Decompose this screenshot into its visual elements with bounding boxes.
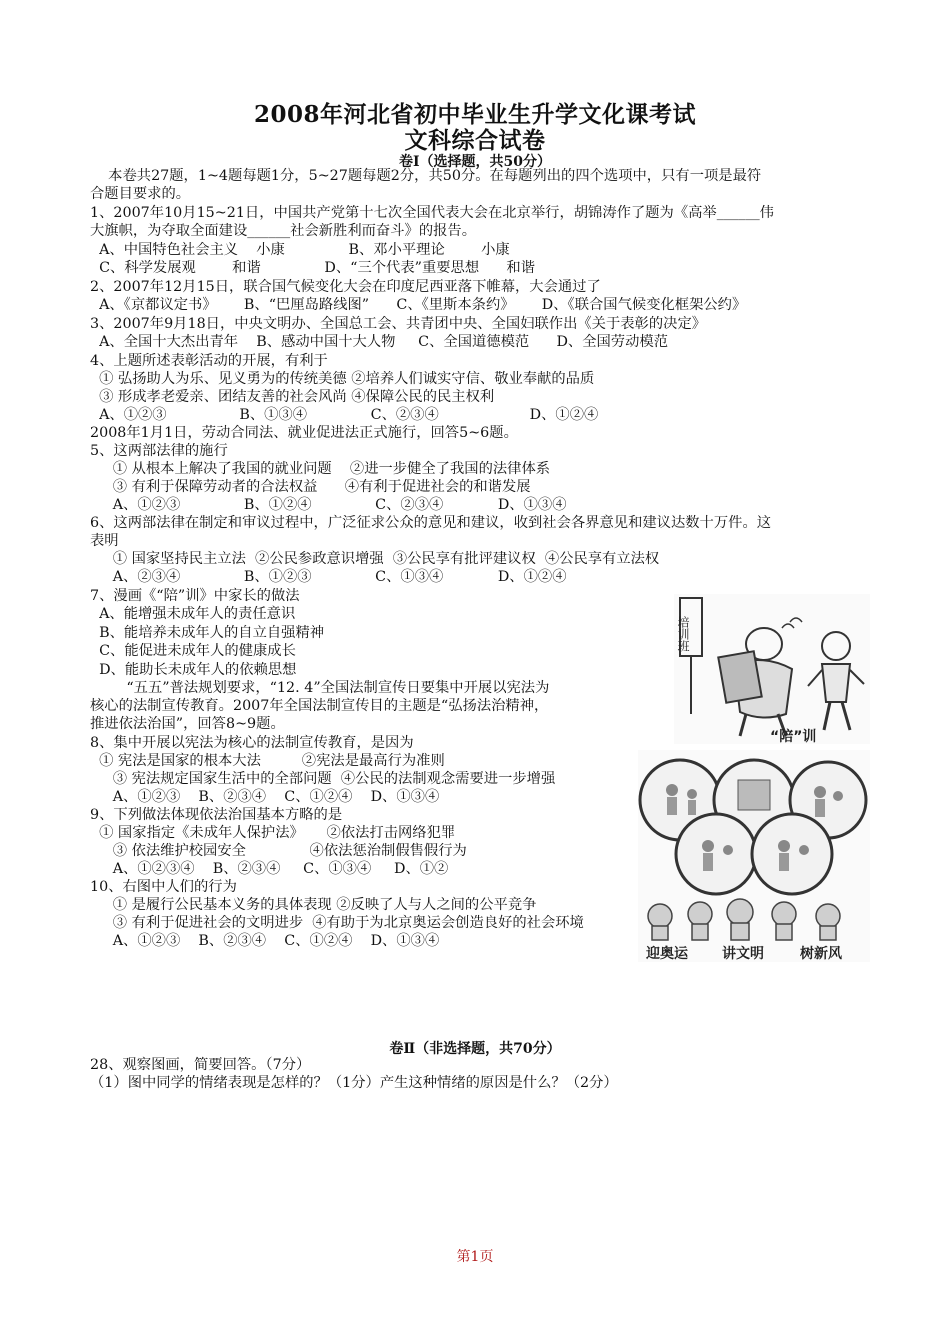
statements-line: ③ 有利于保障劳动者的合法权益 ④有利于促进社会的和谐发展 bbox=[90, 479, 531, 495]
question-2: 2、2007年12月15日，联合国气候变化大会在印度尼西亚落下帷幕，大会通过了 bbox=[90, 279, 601, 295]
question-4: 4、上题所述表彰活动的开展，有利于 bbox=[90, 353, 328, 369]
exam-title: 2008年河北省初中毕业生升学文化课考试 bbox=[253, 101, 696, 128]
question-1: 1、2007年10月15~21日，中国共产党第十七次全国代表大会在北京举行，胡锦涛作了题为《高举______伟 bbox=[90, 205, 774, 221]
statements-line: ① 从根本上解决了我国的就业问题 ②进一步健全了我国的法律体系 bbox=[90, 461, 551, 477]
cartoon-pei-xun-figure bbox=[674, 594, 870, 744]
question-28-part-1: （1）图中同学的情绪表现是怎样的？（1分）产生这种情绪的原因是什么？（2分） bbox=[90, 1075, 618, 1091]
page-number: 第1页 bbox=[456, 1249, 494, 1265]
text-line: 表明 bbox=[90, 533, 119, 549]
options-line: D、能助长未成年人的依赖思想 bbox=[90, 662, 297, 678]
text-line: “五五”普法规划要求，“12. 4”全国法制宣传日要集中开展以宪法为 bbox=[90, 680, 550, 696]
sign-text: 培训班 bbox=[676, 616, 690, 652]
text-line: 本卷共27题，1~4题每题1分，5~27题每题2分，共50分。在每题列出的四个选项中，只有一项是最符 bbox=[90, 168, 762, 184]
options-line: A、①②③ B、②③④ C、①②④ D、①③④ bbox=[90, 933, 440, 949]
statements-line: ① 国家指定《未成年人保护法》 ②依法打击网络犯罪 bbox=[90, 825, 456, 841]
options-line: A、全国十大杰出青年 B、感动中国十大人物 C、全国道德模范 D、全国劳动模范 bbox=[90, 334, 668, 350]
text-line: 合题目要求的。 bbox=[90, 186, 191, 202]
text-line: 核心的法制宣传教育。2007年全国法制宣传目的主题是“弘扬法治精神， bbox=[90, 698, 549, 714]
options-line: A、能增强未成年人的责任意识 bbox=[90, 606, 296, 622]
text-line: 2008年1月1日，劳动合同法、就业促进法正式施行，回答5~6题。 bbox=[90, 425, 518, 441]
options-line: A、《京都议定书》 B、“巴厘岛路线图” C、《里斯本条约》 D、《联合国气候变化框架公约》 bbox=[90, 297, 747, 313]
question-9: 9、下列做法体现依法治国基本方略的是 bbox=[90, 807, 343, 823]
options-line: A、①②③④ B、②③④ C、①③④ D、①② bbox=[90, 861, 449, 877]
statements-line: ① 宪法是国家的根本大法 ②宪法是最高行为准则 bbox=[90, 753, 445, 769]
section-two-heading: 卷Ⅱ（非选择题，共70分） bbox=[389, 1041, 561, 1057]
cartoon-olympic-figure bbox=[638, 750, 870, 962]
question-8: 8、集中开展以宪法为核心的法制宣传教育，是因为 bbox=[90, 735, 414, 751]
statements-line: ① 是履行公民基本义务的具体表现 ②反映了人与人之间的公平竞争 bbox=[90, 897, 537, 913]
options-line: A、②③④ B、①②③ C、①③④ D、①②④ bbox=[90, 569, 567, 585]
text-line: 大旗帜，为夺取全面建设______社会新胜利而奋斗》的报告。 bbox=[90, 223, 477, 239]
question-10: 10、右图中人们的行为 bbox=[90, 879, 237, 895]
question-28: 28、观察图画，简要回答。（7分） bbox=[90, 1057, 311, 1073]
text-line: 推进依法治国”，回答8~9题。 bbox=[90, 716, 285, 732]
statements-line: ③ 宪法规定国家生活中的全部问题 ④公民的法制观念需要进一步增强 bbox=[90, 771, 556, 787]
cartoon-caption: “陪”训 bbox=[770, 729, 817, 744]
options-line: A、中国特色社会主义 小康 B、邓小平理论 小康 bbox=[90, 242, 510, 258]
question-3: 3、2007年9月18日，中央文明办、全国总工会、共青团中央、全国妇联作出《关于表彰的决定》 bbox=[90, 316, 707, 332]
caption-shu-xin-feng: 树新风 bbox=[800, 946, 842, 962]
options-line: A、①②③ B、①②④ C、②③④ D、①③④ bbox=[90, 497, 567, 513]
section-one-heading: 卷Ⅰ（选择题，共50分） bbox=[398, 154, 552, 170]
question-5: 5、这两部法律的施行 bbox=[90, 443, 228, 459]
options-line: A、①②③ B、①③④ C、②③④ D、①②④ bbox=[90, 407, 599, 423]
options-line: B、能培养未成年人的自立自强精神 bbox=[90, 625, 325, 641]
statements-line: ① 弘扬助人为乐、见义勇为的传统美德 ②培养人们诚实守信、敬业奉献的品质 bbox=[90, 371, 595, 387]
caption-ying-ao-yun: 迎奥运 bbox=[646, 946, 688, 962]
statements-line: ① 国家坚持民主立法 ②公民参政意识增强 ③公民享有批评建议权 ④公民享有立法权 bbox=[90, 551, 660, 567]
options-line: C、科学发展观 和谐 D、“三个代表”重要思想 和谐 bbox=[90, 260, 535, 276]
question-6: 6、这两部法律在制定和审议过程中，广泛征求公众的意见和建议，收到社会各界意见和建议达数十万件。这 bbox=[90, 515, 772, 531]
statements-line: ③ 形成孝老爱亲、团结友善的社会风尚 ④保障公民的民主权利 bbox=[90, 389, 495, 405]
statements-line: ③ 有利于促进社会的文明进步 ④有助于为北京奥运会创造良好的社会环境 bbox=[90, 915, 584, 931]
question-7: 7、漫画《“陪”训》中家长的做法 bbox=[90, 588, 300, 604]
statements-line: ③ 依法维护校园安全 ④依法惩治制假售假行为 bbox=[90, 843, 467, 859]
exam-subtitle: 文科综合试卷 bbox=[404, 127, 546, 154]
caption-jiang-wen-ming: 讲文明 bbox=[722, 946, 764, 962]
options-line: A、①②③ B、②③④ C、①②④ D、①③④ bbox=[90, 789, 440, 805]
options-line: C、能促进未成年人的健康成长 bbox=[90, 643, 296, 659]
